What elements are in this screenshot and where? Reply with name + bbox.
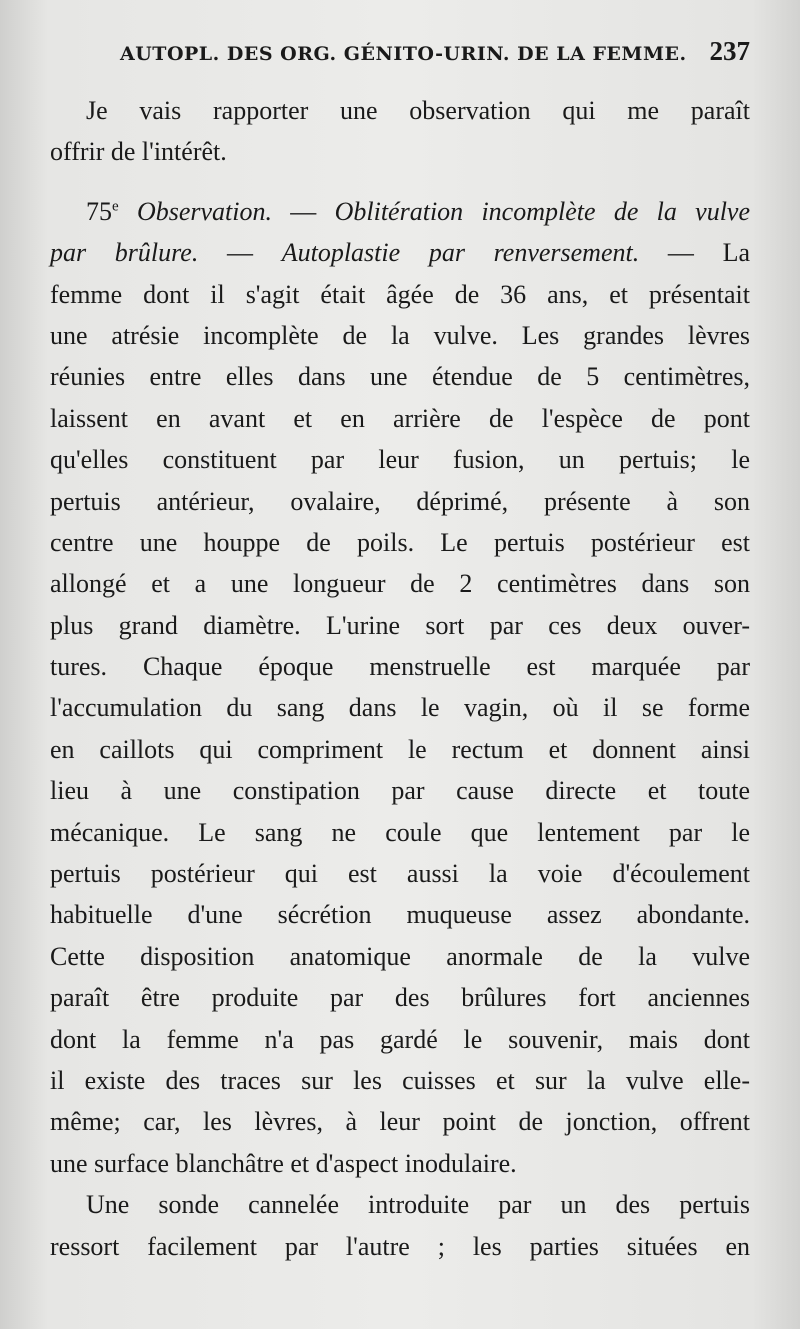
observation-number-suffix: e [112, 198, 119, 215]
page-number: 237 [709, 36, 750, 66]
text-line: l'accumulation du sang dans le vagin, où il se forme [50, 693, 750, 723]
text-line: Une sonde cannelée introduite par un des pertuis [86, 1190, 750, 1220]
text-line: même; car, les lèvres, à leur point de jonction, offrent [50, 1107, 750, 1137]
text-line: une atrésie incomplète de la vulve. Les grandes lèvres [50, 320, 750, 350]
text-line: habituelle d'une sécrétion muqueuse assez abondante. [50, 900, 750, 930]
text-line: allongé et a une longueur de 2 centimètres dans son [50, 569, 750, 599]
heading-dash: — [272, 196, 335, 226]
observation-procedure: Autoplastie par renversement. [281, 238, 640, 268]
text-line: femme dont il s'agit était âgée de 36 ans, et présentait [50, 279, 750, 309]
text-line: laissent en avant et en arrière de l'espèce de pont [50, 403, 750, 433]
text-line: mécanique. Le sang ne coule que lentement par le [50, 817, 750, 847]
body-text [50, 90, 750, 1267]
observation-label: Observation. [136, 196, 273, 226]
text-line: paraît être produite par des brûlures fort anciennes [50, 983, 750, 1013]
heading-dash: — [198, 238, 282, 268]
text-line: pertuis antérieur, ovalaire, déprimé, présente à son [50, 486, 750, 516]
text-line: une surface blanchâtre et d'aspect inodulaire. [50, 1148, 517, 1178]
heading-dash: — [639, 238, 723, 268]
text-line: il existe des traces sur les cuisses et sur la vulve elle- [50, 1065, 750, 1095]
observation-title-cont: par brûlure. [50, 238, 199, 268]
observation-heading-line [50, 232, 750, 273]
observation-number: 75 [86, 196, 112, 226]
text-line: réunies entre elles dans une étendue de 5 centimètres, [50, 362, 750, 392]
text-line: centre une houppe de poils. Le pertuis postérieur est [50, 527, 750, 557]
running-head: AUTOPL. DES ORG. GÉNITO-URIN. DE LA FEMME. [120, 43, 687, 65]
text-line: Cette disposition anatomique anormale de la vulve [50, 941, 750, 971]
page-header [120, 36, 750, 80]
text-line: offrir de l'intérêt. [50, 137, 227, 167]
observation-text-start: La [722, 238, 751, 268]
text-line: pertuis postérieur qui est aussi la voie d'écoulement [50, 859, 750, 889]
text-line: tures. Chaque époque menstruelle est marquée par [50, 652, 750, 682]
observation-heading-line [50, 191, 750, 232]
text-line: Je vais rapporter une observation qui me paraît [86, 96, 750, 125]
text-line: dont la femme n'a pas gardé le souvenir, mais dont [50, 1024, 750, 1054]
observation-title: Oblitération incomplète de la vulve [334, 196, 751, 226]
text-line: qu'elles constituent par leur fusion, un pertuis; le [50, 445, 750, 475]
text-line: plus grand diamètre. L'urine sort par ces deux ouver- [50, 610, 750, 640]
text-line: lieu à une constipation par cause directe et toute [50, 776, 750, 806]
text-line: en caillots qui compriment le rectum et donnent ainsi [50, 734, 750, 764]
text-line: ressort facilement par l'autre ; les parties situées en [50, 1231, 750, 1261]
